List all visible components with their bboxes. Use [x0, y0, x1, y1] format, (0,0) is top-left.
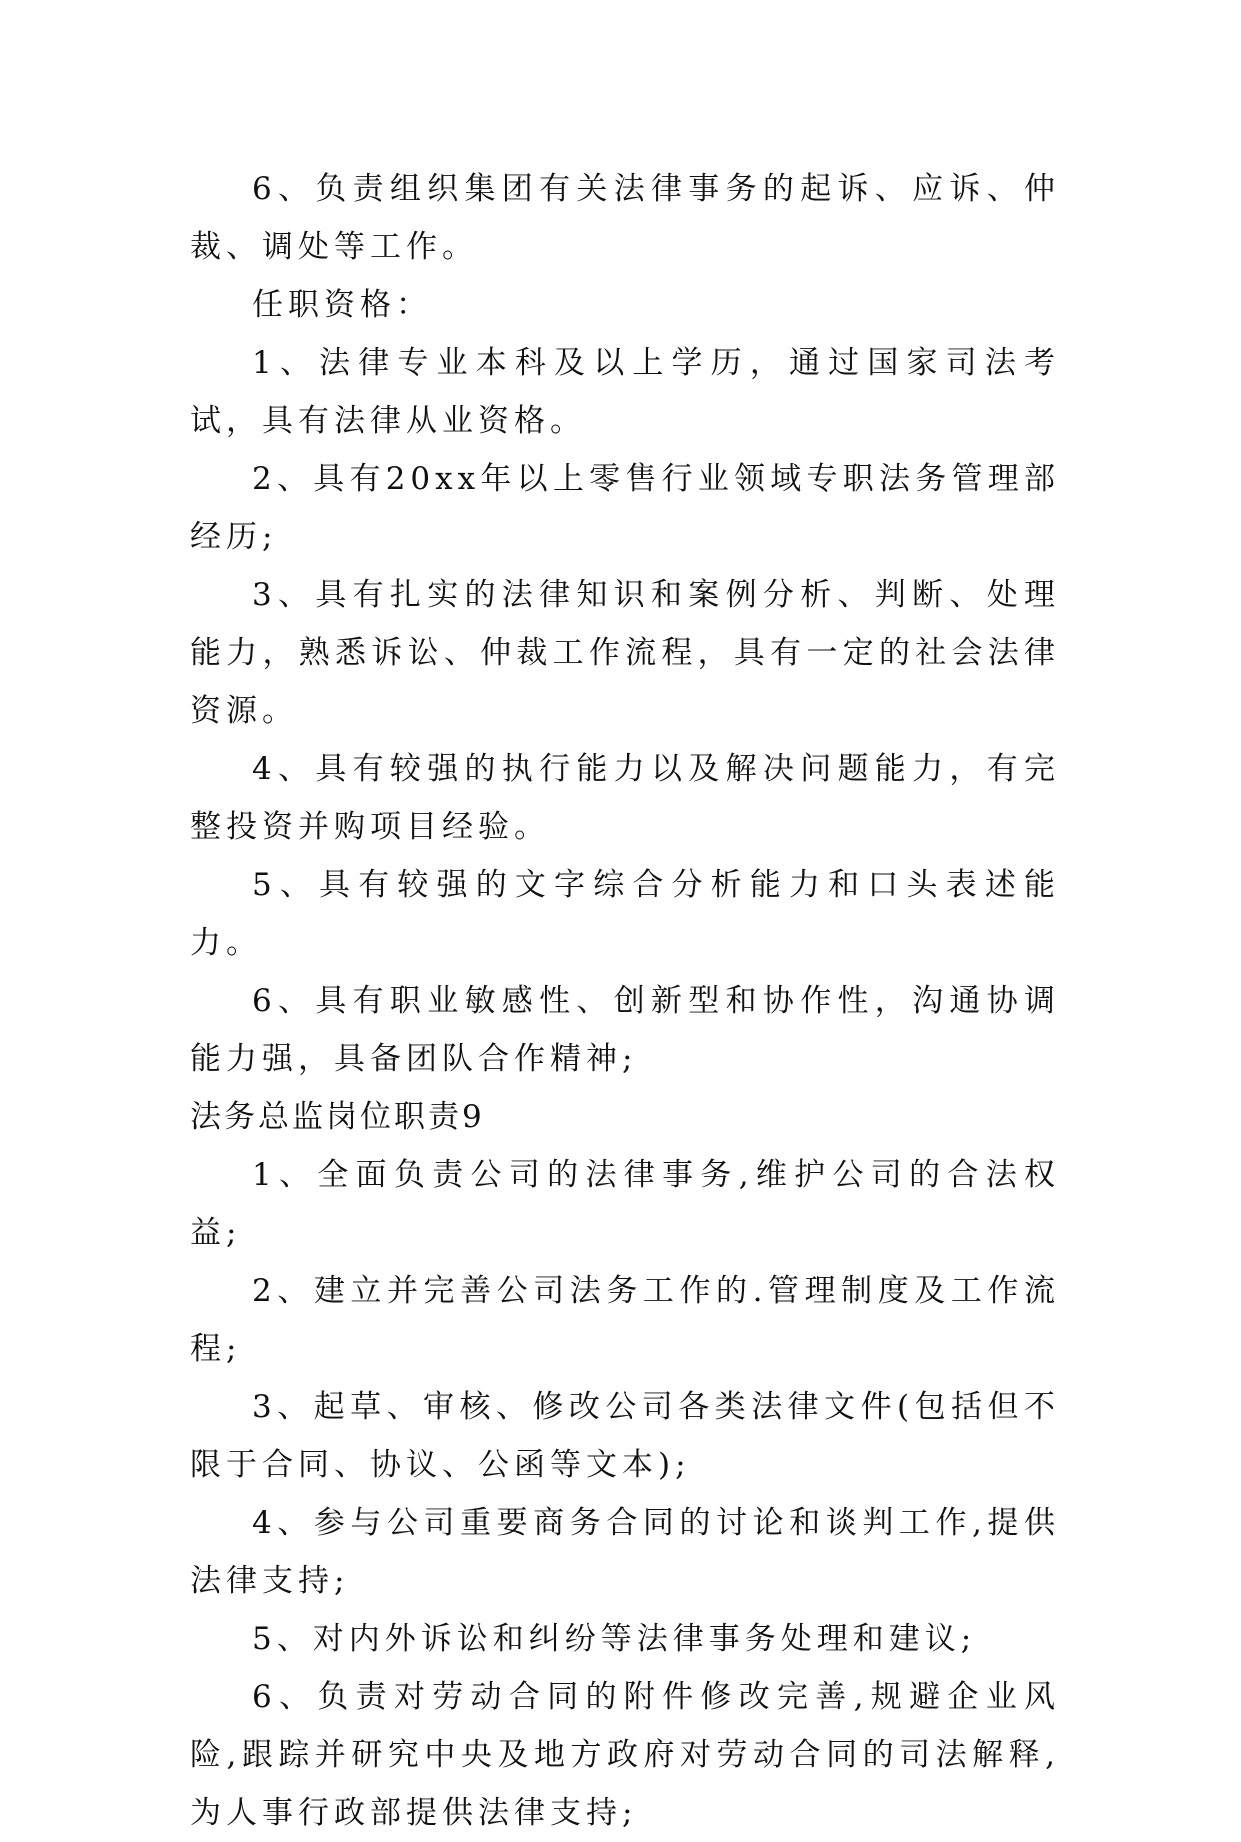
paragraph-qualification-3: 3、具有扎实的法律知识和案例分析、判断、处理能力，熟悉诉讼、仲裁工作流程，具有一定的社会法律资源。 [190, 577, 1060, 729]
section-heading: 法务总监岗位职责9 [190, 1099, 485, 1135]
paragraph-qualification-5: 5、具有较强的文字综合分析能力和口头表述能力。 [190, 867, 1060, 961]
paragraph-responsibility-2: 2、建立并完善公司法务工作的.管理制度及工作流程; [190, 1273, 1060, 1367]
paragraph-qualification-1: 1、法律专业本科及以上学历，通过国家司法考试，具有法律从业资格。 [190, 345, 1060, 439]
document-body [190, 160, 1060, 1842]
paragraph-qualifications-heading: 任职资格： [252, 287, 432, 323]
paragraph-responsibility-5: 5、对内外诉讼和纠纷等法律事务处理和建议; [252, 1621, 977, 1657]
paragraph-responsibility-4: 4、参与公司重要商务合同的讨论和谈判工作,提供法律支持; [190, 1505, 1060, 1599]
paragraph-responsibility-3: 3、起草、审核、修改公司各类法律文件(包括但不限于合同、协议、公函等文本); [190, 1389, 1060, 1483]
paragraph-qualification-2: 2、具有20xx年以上零售行业领域专职法务管理部经历; [190, 461, 1060, 555]
paragraph-qualification-6: 6、具有职业敏感性、创新型和协作性，沟通协调能力强，具备团队合作精神; [190, 983, 1060, 1077]
paragraph-duty-6: 6、负责组织集团有关法律事务的起诉、应诉、仲裁、调处等工作。 [190, 171, 1060, 265]
paragraph-responsibility-6: 6、负责对劳动合同的附件修改完善,规避企业风险,跟踪并研究中央及地方政府对劳动合同的司法解释,为人事行政部提供法律支持; [190, 1679, 1060, 1831]
paragraph-qualification-4: 4、具有较强的执行能力以及解决问题能力，有完整投资并购项目经验。 [190, 751, 1060, 845]
paragraph-responsibility-1: 1、全面负责公司的法律事务,维护公司的合法权益; [190, 1157, 1060, 1251]
